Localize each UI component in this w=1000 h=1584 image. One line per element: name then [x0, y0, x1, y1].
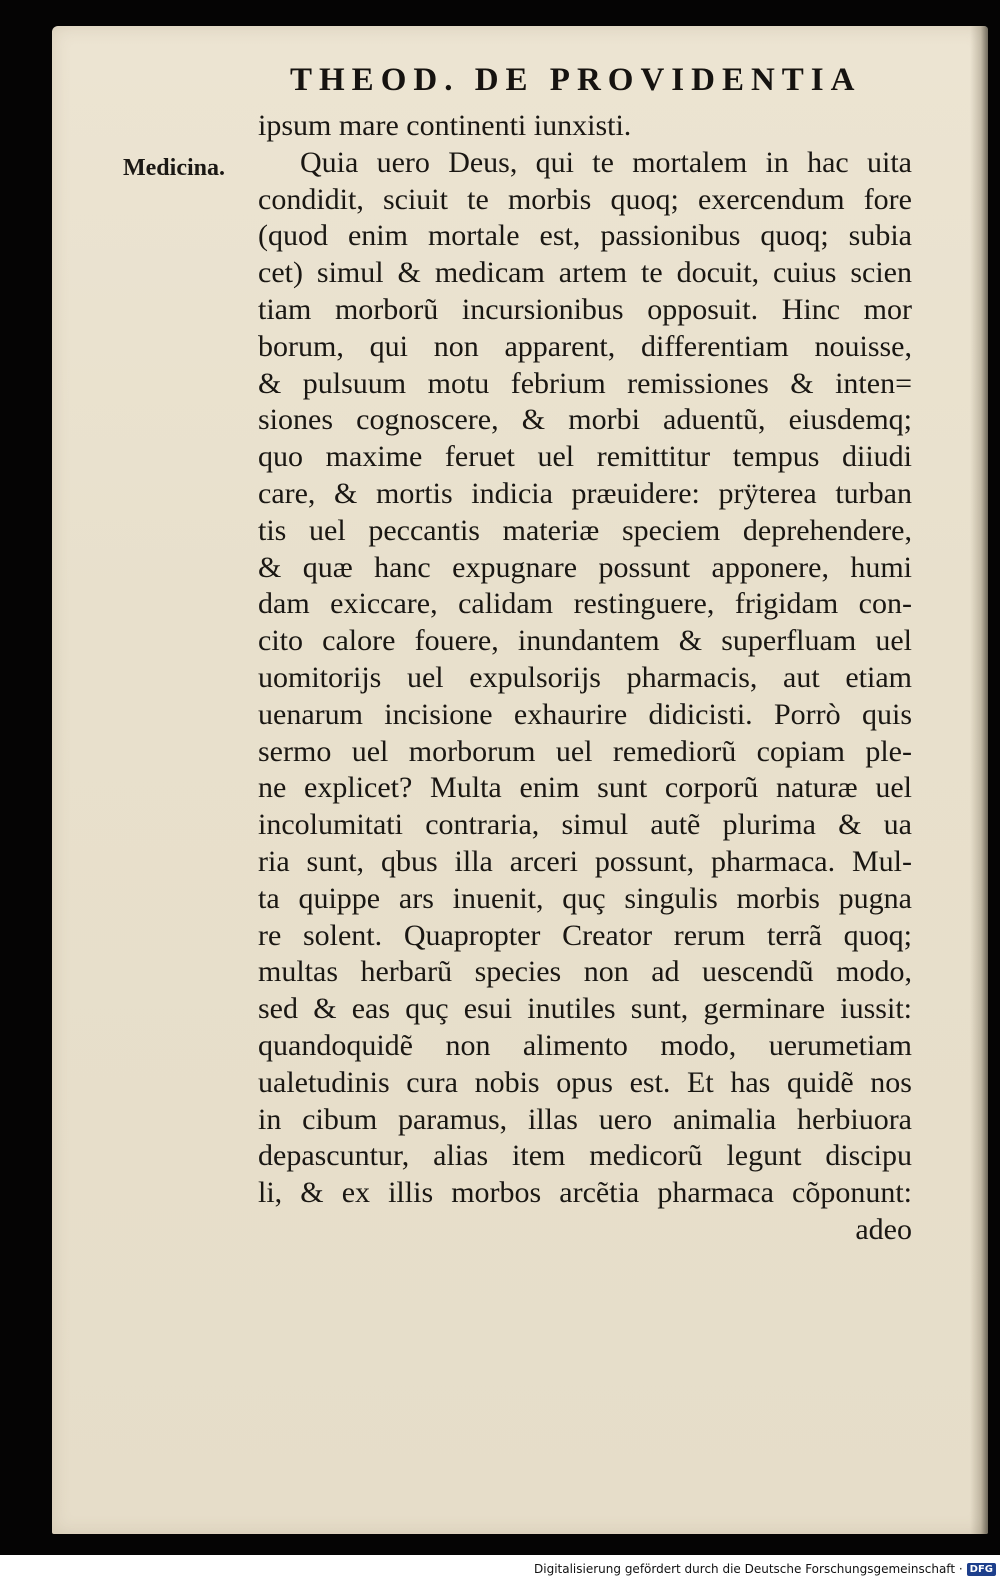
text-line: ta quippe ars inuenit, quç singulis morbis pugna [258, 881, 912, 915]
page-edge-shadow [970, 26, 988, 1534]
text-line: in cibum paramus, illas uero animalia herbiuora [258, 1102, 912, 1136]
text-line: cet) simul & medicam artem te docuit, cuius scien [258, 256, 912, 290]
text-line: incolumitati contraria, simul autẽ plurima & ua [258, 808, 912, 842]
text-line: ria sunt, qbus illa arceri possunt, pharmaca. Mul- [258, 844, 912, 878]
text-line: & pulsuum motu febrium remissiones & inten= [258, 366, 912, 400]
text-line: sed & eas quç esui inutiles sunt, germinare iussit: [258, 992, 912, 1026]
text-line: ipsum mare continenti iunxisti. [258, 109, 632, 142]
text-line: borum, qui non apparent, differentiam nouisse, [258, 329, 912, 363]
text-line: sermo uel morborum uel remediorũ copiam ple- [258, 734, 912, 768]
text-line: quo maxime feruet uel remittitur tempus diiudi [258, 440, 912, 474]
text-line: ualetudinis cura nobis opus est. Et has quidẽ nos [258, 1065, 912, 1099]
text-line: tiam morborũ incursionibus opposuit. Hinc mor [258, 292, 912, 326]
text-line: (quod enim mortale est, passionibus quoq; subia [258, 219, 912, 253]
text-line: ne explicet? Multa enim sunt corporũ naturæ uel [258, 771, 912, 805]
marginal-note: Medicina. [123, 155, 225, 181]
text-line: Quia uero Deus, qui te mortalem in hac uita [300, 145, 912, 179]
text-line: condidit, sciuit te morbis quoq; exercendum fore [258, 182, 912, 216]
text-block [258, 108, 912, 1249]
text-line: cito calore fouere, inundantem & superfluam uel [258, 624, 912, 658]
text-line: li, & ex illis morbos arcẽtia pharmaca cõponunt: [258, 1176, 912, 1210]
running-head: THEOD. DE PROVIDENTIA [290, 62, 862, 98]
text-line: care, & mortis indicia præuidere: prÿterea turban [258, 476, 912, 510]
text-line: & quæ hanc expugnare possunt apponere, humi [258, 550, 912, 584]
text-line: siones cognoscere, & morbi aduentũ, eiusdemq; [258, 403, 912, 437]
text-line: tis uel peccantis materiæ speciem deprehendere, [258, 513, 912, 547]
text-line: multas herbarũ species non ad uescendũ modo, [258, 955, 912, 989]
text-line: quandoquidẽ non alimento modo, uerumetiam [258, 1028, 912, 1062]
digitization-footer [534, 1562, 996, 1576]
dfg-logo-icon: DFG [967, 1563, 996, 1576]
text-line: uenarum incisione exhaurire didicisti. Porrò quis [258, 697, 912, 731]
text-line: re solent. Quapropter Creator rerum terrã quoq; [258, 918, 912, 952]
text-line: dam exiccare, calidam restinguere, frigidam con- [258, 587, 912, 621]
footer-text: Digitalisierung gefördert durch die Deutsche Forschungsgemeinschaft · [534, 1562, 963, 1576]
catchword: adeo [855, 1212, 912, 1246]
text-line: depascuntur, alias item medicorũ legunt discipu [258, 1139, 912, 1173]
text-line: uomitorijs uel expulsorijs pharmacis, aut etiam [258, 660, 912, 694]
